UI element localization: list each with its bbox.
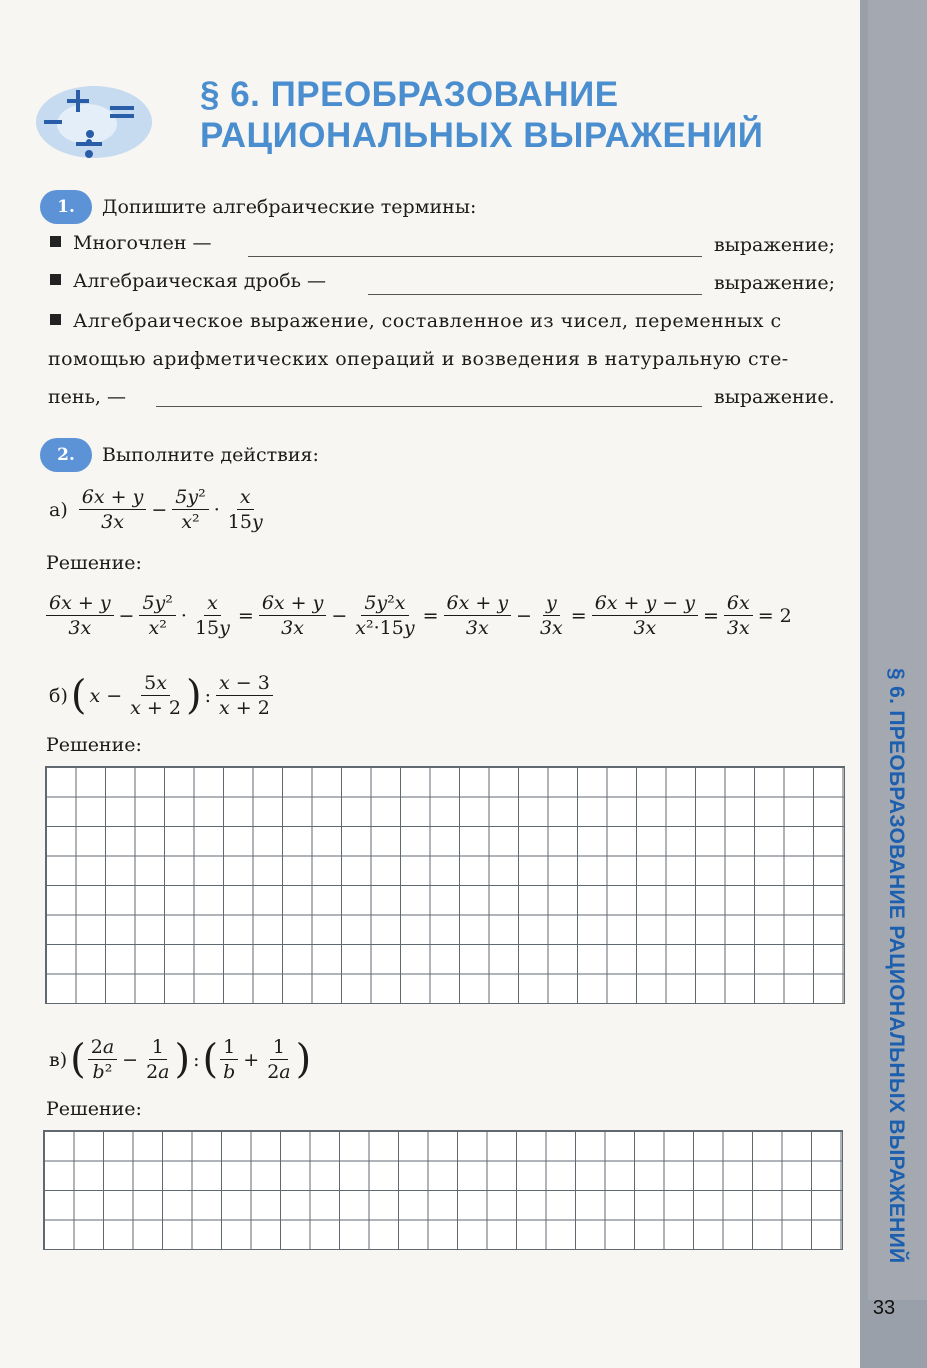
bullet-icon <box>50 314 61 325</box>
task-2-prompt: Выполните действия: <box>102 444 319 466</box>
task-2a-solution-label: Решение: <box>46 552 142 574</box>
title-line-2: РАЦИОНАЛЬНЫХ ВЫРАЖЕНИЙ <box>200 116 764 155</box>
task-2v-solution-label: Решение: <box>46 1098 142 1120</box>
task-2a-expression: а) $\frac{6x + y}{3x}$ − $\frac{\text{5y²}}{\text{x²}}$ · $\frac{x}{15y}$ <box>49 486 263 533</box>
title-line-1: § 6. ПРЕОБРАЗОВАНИЕ <box>200 75 619 114</box>
task-2b-expression: б)( x − $\frac{5x}{x + 2}$ ) : $\frac{x - 3}{x + 2}$ <box>46 672 275 719</box>
side-tab-label: § 6. ПРЕОБРАЗОВАНИЕ РАЦИОНАЛЬНЫХ ВЫРАЖЕНИЙ <box>885 668 908 1264</box>
math-symbols-logo <box>32 72 162 167</box>
task-2b-label: б) <box>49 684 68 707</box>
task-1-item-3-line-2: помощью арифметических операций и возведения в натуральную сте- <box>48 348 789 370</box>
bullet-icon <box>50 274 61 285</box>
page-number: 33 <box>872 1297 896 1319</box>
task-2b-answer-grid[interactable] <box>45 766 845 1004</box>
task-2v-label: в) <box>49 1048 68 1071</box>
task-1-item-3-suffix: выражение. <box>714 386 835 408</box>
task-2v-answer-grid[interactable] <box>43 1130 843 1250</box>
task-1-prompt: Допишите алгебраические термины: <box>102 196 477 218</box>
task-1-item-3: Алгебраическое выражение, составленное из чисел, переменных с <box>50 310 782 332</box>
answer-line-2[interactable] <box>368 294 702 295</box>
answer-line-1[interactable] <box>248 256 702 257</box>
task-1-item-1-suffix: выражение; <box>714 234 836 256</box>
page-title <box>200 74 763 156</box>
bullet-icon <box>50 236 61 247</box>
task-2b-solution-label: Решение: <box>46 734 142 756</box>
task-2a-label: а) <box>49 498 68 521</box>
answer-line-3[interactable] <box>156 406 702 407</box>
task-2a-solution: $\frac{6x + y}{3x}$ − $\frac{\text{5y²}}{\text{x²}}$ · $\frac{x}{15y}$ = $\frac{6x + y}{3x}$ − $\frac{\text{5y²x}}{\text{x²·15y}}$ = $\frac{6x + y}{3x}$ − $\frac{y}{3x}$ = $\frac{6x + y - y}{3x}$ = $\frac{6x}{3x}$ = 2 <box>44 592 795 639</box>
task-1-item-1: Многочлен — <box>50 232 212 254</box>
task-2a-result: 2 <box>779 604 792 627</box>
task-2v-expression: в)( $\frac{2a}{\text{b²}}$ − $\frac{1}{2a}$ ) :( $\frac{1}{b}$ + $\frac{1}{2a}$ ) <box>49 1036 312 1083</box>
task-1-item-2: Алгебраическая дробь — <box>50 270 326 292</box>
task-1-item-2-suffix: выражение; <box>714 272 836 294</box>
task-1-badge: 1. <box>40 190 92 224</box>
task-2-badge: 2. <box>40 438 92 472</box>
task-1-item-3-line-3: пень, — <box>48 386 126 408</box>
